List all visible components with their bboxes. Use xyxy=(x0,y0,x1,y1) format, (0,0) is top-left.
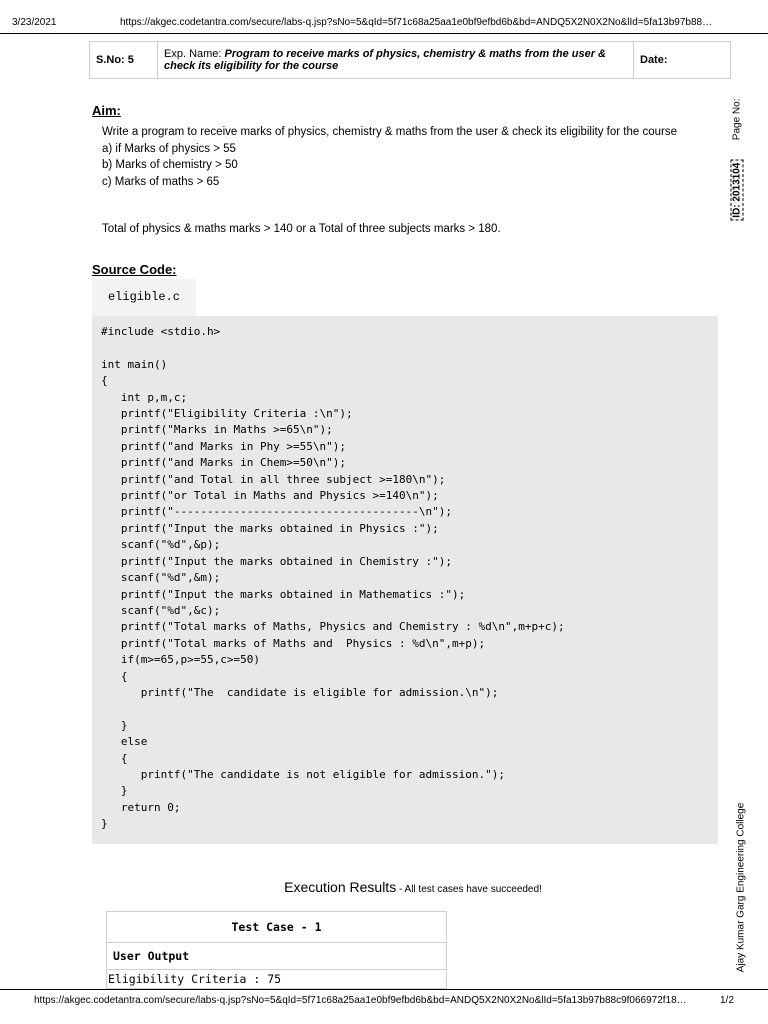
serial-number: S.No: 5 xyxy=(90,42,158,79)
experiment-name xyxy=(158,42,634,79)
footer-divider xyxy=(0,989,768,990)
test-case-title: Test Case - 1 xyxy=(107,912,447,943)
experiment-name-prefix: Exp. Name: xyxy=(164,48,225,60)
user-output-line: Eligibility Criteria : 75 xyxy=(107,970,447,989)
page-number: 1/2 xyxy=(720,995,734,1006)
aim-body xyxy=(102,124,702,190)
date-label: Date: xyxy=(634,42,731,79)
side-page-id xyxy=(730,100,744,230)
print-date: 3/23/2021 xyxy=(12,17,57,28)
side-college xyxy=(734,795,748,983)
aim-line: b) Marks of chemistry > 50 xyxy=(102,159,238,171)
aim-line: a) if Marks of physics > 55 xyxy=(102,142,236,155)
page-no-label: Page No: xyxy=(731,98,743,141)
college-name: Ajay Kumar Garg Engineering College xyxy=(735,802,747,973)
code-block xyxy=(92,316,718,844)
source-code-heading: Source Code: xyxy=(92,262,177,277)
header-divider xyxy=(0,33,768,34)
student-id: ID: 2013104 xyxy=(731,160,744,221)
experiment-header-table xyxy=(89,41,731,79)
experiment-name-value: Program to receive marks of physics, chemistry & maths from the user & check its eligibility for the course xyxy=(164,48,607,72)
file-tab[interactable]: eligible.c xyxy=(92,279,196,316)
test-case-table xyxy=(106,911,447,989)
aim-line: c) Marks of maths > 65 xyxy=(102,175,220,188)
aim-heading: Aim: xyxy=(92,103,121,118)
execution-results-title xyxy=(0,879,768,895)
print-footer-url: https://akgec.codetantra.com/secure/labs-q.jsp?sNo=5&qId=5f71c68a25aa1e0bf9efbd6b&bd=ANDQ5X2N0X2No&lId=5fa13b97b88c9f066972f18… xyxy=(34,995,687,1006)
aim-line: Write a program to receive marks of physics, chemistry & maths from the user & check its eligibility for the course xyxy=(102,126,677,138)
code-text: #include <stdio.h> int main() { int p,m,c; printf("Eligibility Criteria :\n"); printf("Marks in Maths >=65\n"); printf("and Marks in Phy >=55\n"); printf("and Marks in Chem>=50\n"); printf("and Total in all three subject >=180\n"); printf("or Total in Maths and Physics >=140\n"); printf("-------------------------------------\n"); printf("Input the marks obtained in Physics :"); scanf("%d",&p); printf("Input the marks obtained in Chemistry :"); scanf("%d",&m); printf("Input the marks obtained in Mathematics :"); scanf("%d",&c); printf("Total marks of Maths, Physics and Chemistry : %d\n",m+p+c); printf("Total marks of Maths and Physics : %d\n",m+p); if(m>=65,p>=55,c>=50) { printf("The candidate is eligible for admission.\n"); } else { printf("The candidate is not eligible for admission."); } return 0; } xyxy=(101,325,565,831)
execution-title: Execution Results xyxy=(284,879,397,895)
user-output-label: User Output xyxy=(107,943,447,970)
execution-status: - All test cases have succeeded! xyxy=(396,884,542,895)
print-header-url: https://akgec.codetantra.com/secure/labs-q.jsp?sNo=5&qId=5f71c68a25aa1e0bf9efbd6b&bd=ANDQ5X2N0X2No&lId=5fa13b97b88… xyxy=(120,17,713,28)
aim-total-condition: Total of physics & maths marks > 140 or a Total of three subjects marks > 180. xyxy=(102,223,501,235)
